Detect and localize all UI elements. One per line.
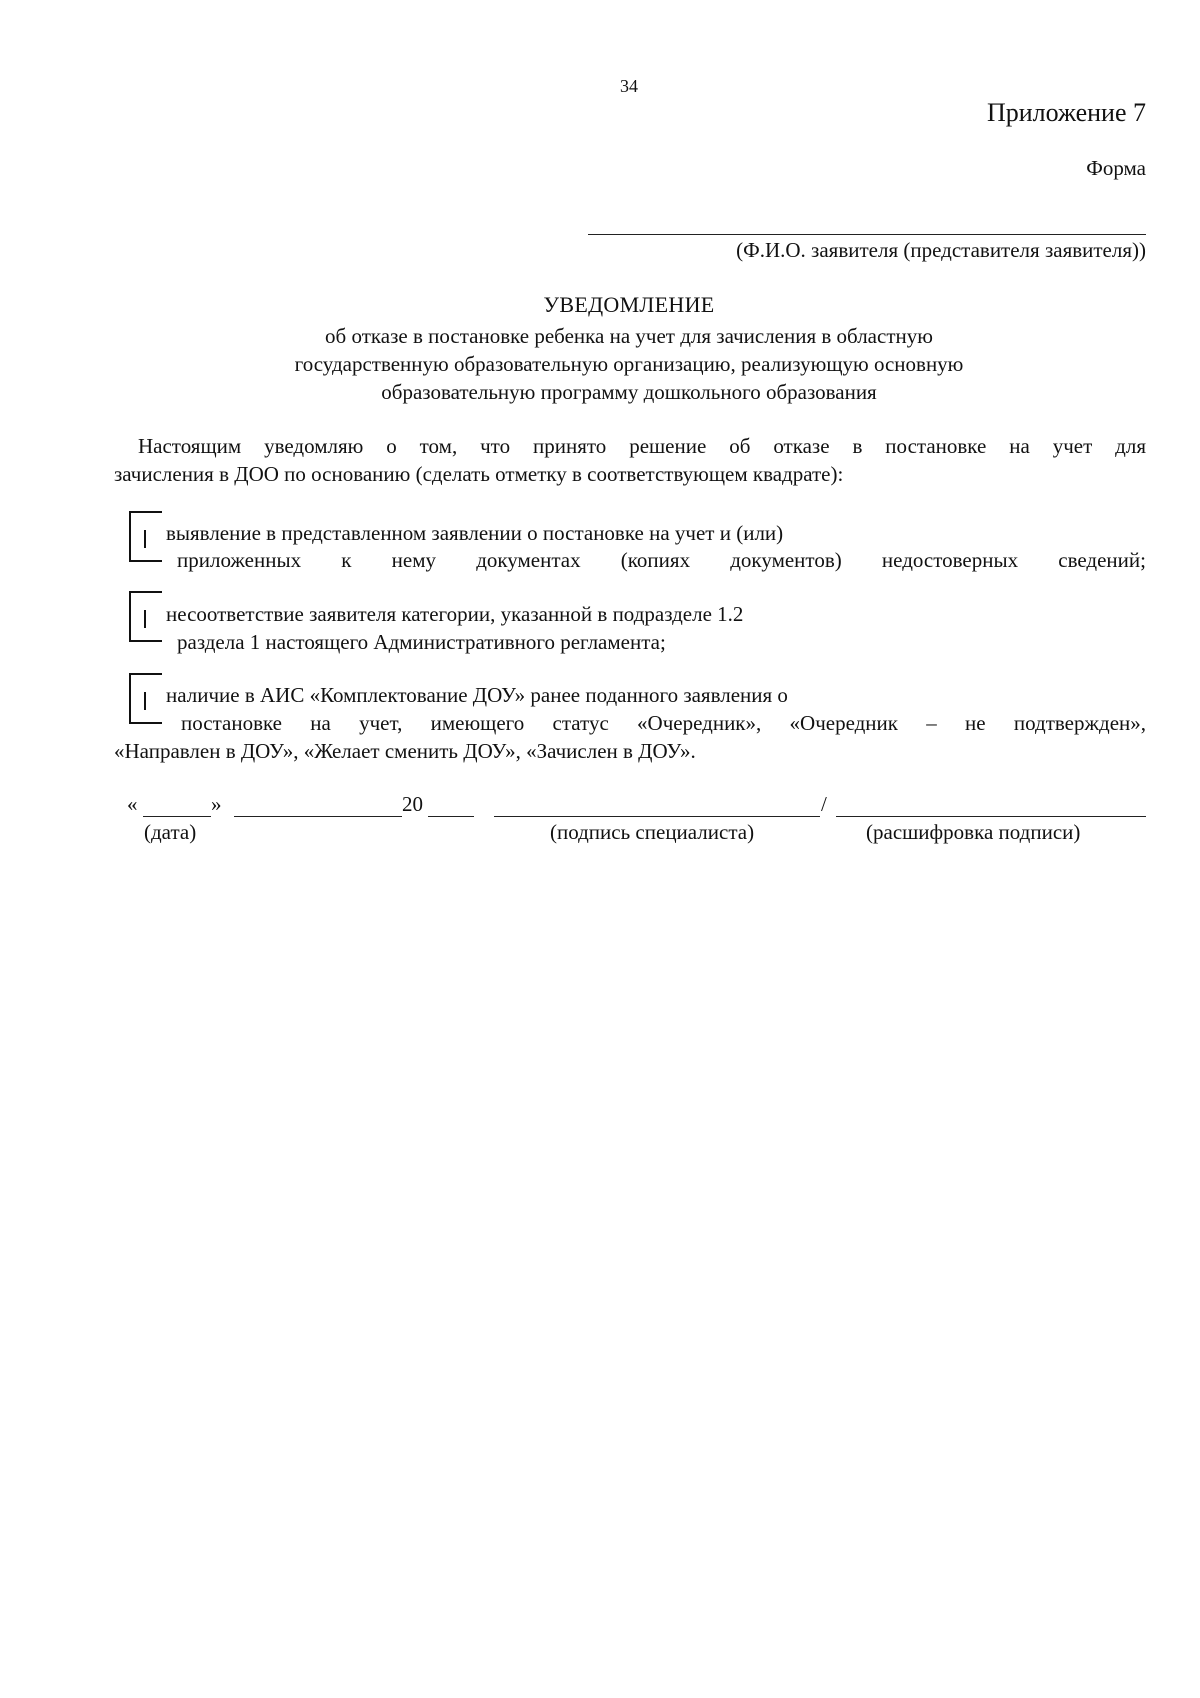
date-day-line[interactable]: [143, 816, 211, 817]
checkbox-tick-mark: [144, 692, 146, 710]
appendix-label: Приложение 7: [986, 98, 1146, 127]
option-1-line: выявление в представленном заявлении о постановке на учет и (или): [166, 521, 784, 545]
year-prefix: 20: [402, 792, 423, 816]
checkbox-tick-mark: [144, 610, 146, 628]
applicant-name-line[interactable]: [588, 234, 1146, 235]
option-1-checkbox[interactable]: [128, 510, 162, 564]
date-caption: (дата): [144, 820, 197, 844]
date-year-line[interactable]: [428, 816, 474, 817]
date-close-quote: »: [211, 792, 222, 816]
option-2-checkbox[interactable]: [128, 590, 162, 644]
page-number: 34: [620, 76, 638, 96]
signature-line[interactable]: [494, 816, 820, 817]
signature-caption: (подпись специалиста): [550, 820, 755, 844]
intro-line: зачисления в ДОО по основанию (сделать отметку в соответствующем квадрате):: [114, 462, 844, 486]
option-2-line: несоответствие заявителя категории, указанной в подразделе 1.2: [166, 602, 744, 626]
option-3-line: наличие в АИС «Комплектование ДОУ» ранее поданного заявления о: [166, 683, 788, 707]
applicant-caption: (Ф.И.О. заявителя (представителя заявителя)): [736, 238, 1146, 262]
date-open-quote: «: [127, 792, 138, 816]
document-title: УВЕДОМЛЕНИЕ: [543, 292, 715, 317]
intro-line: Настоящим уведомляю о том, что принято решение об отказе в постановке на учет для: [138, 434, 1146, 458]
option-1-line: приложенных к нему документах (копиях документов) недостоверных сведений;: [177, 548, 1146, 572]
date-month-line[interactable]: [234, 816, 402, 817]
signature-decode-line[interactable]: [836, 816, 1146, 817]
option-3-checkbox[interactable]: [128, 672, 162, 726]
signature-slash: /: [821, 792, 827, 816]
option-2-line: раздела 1 настоящего Административного регламента;: [177, 630, 666, 654]
checkbox-tick-mark: [144, 530, 146, 548]
option-3-line: «Направлен в ДОУ», «Желает сменить ДОУ», «Зачислен в ДОУ».: [114, 739, 696, 763]
subtitle-line: государственную образовательную организацию, реализующую основную: [294, 352, 964, 376]
form-label: Форма: [1086, 156, 1146, 180]
subtitle-line: об отказе в постановке ребенка на учет для зачисления в областную: [325, 324, 933, 348]
option-3-line: постановке на учет, имеющего статус «Очередник», «Очередник – не подтвержден»,: [181, 711, 1146, 735]
decode-caption: (расшифровка подписи): [866, 820, 1081, 844]
document-subtitle: [0, 322, 1200, 406]
subtitle-line: образовательную программу дошкольного образования: [381, 380, 877, 404]
